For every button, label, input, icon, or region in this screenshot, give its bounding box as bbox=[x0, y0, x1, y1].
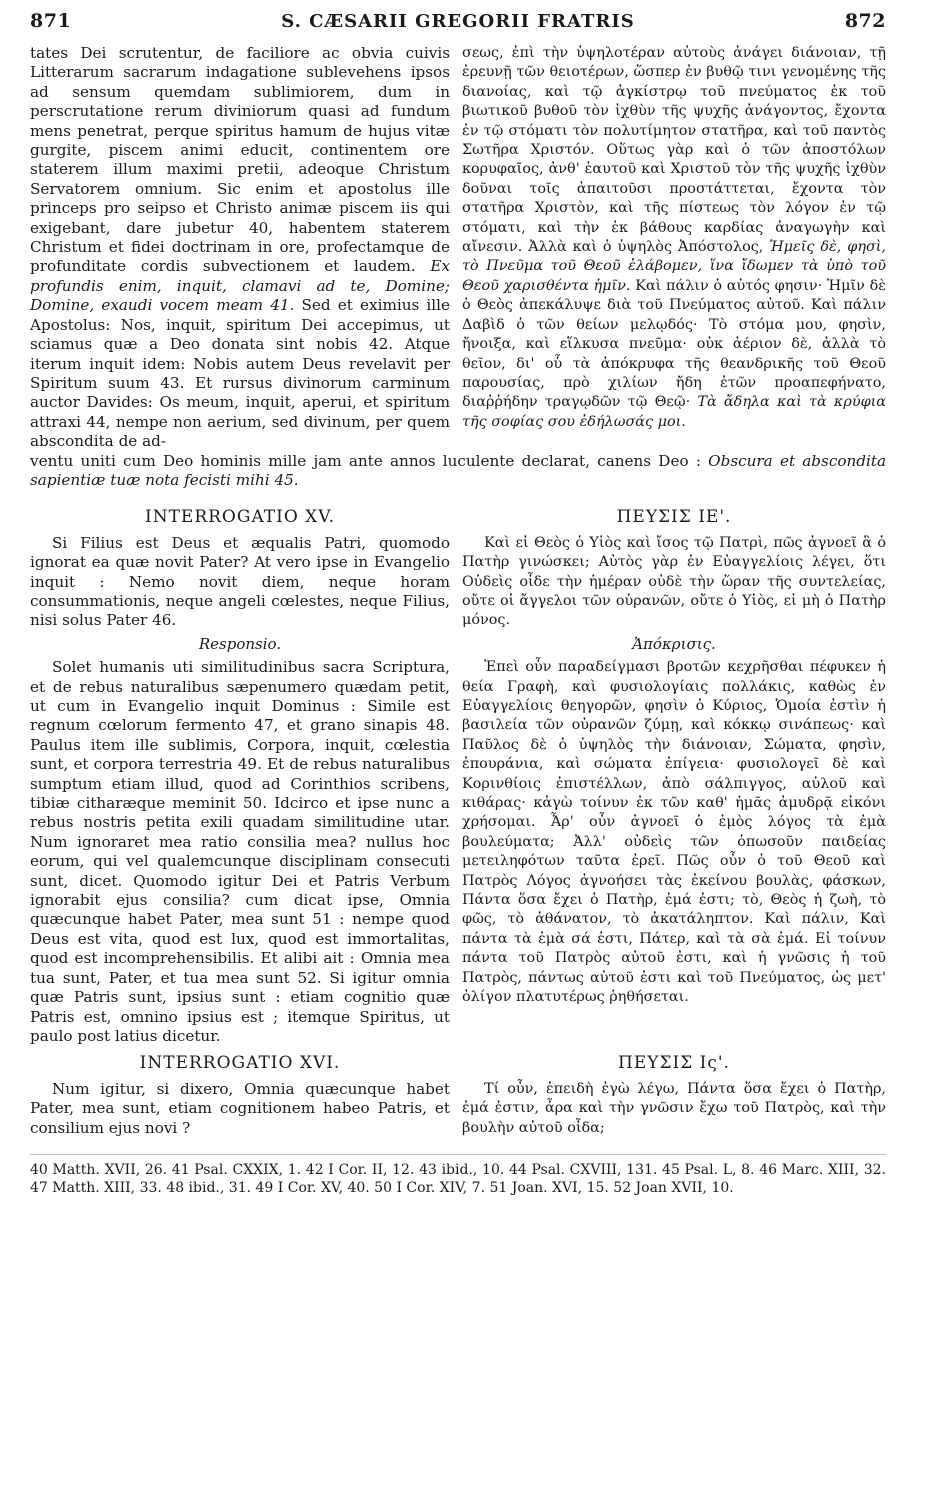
interrogatio-15-question: Si Filius est Deus et æqualis Patri, quomodo ignorat ea quæ novit Pater? At vero ipse in Evangelio inquit : Nemo novit diem, neque horam consummationis, neque angeli cœlestes, neque Filius, nisi solus Pater 46. bbox=[30, 533, 450, 630]
latin-paragraph bbox=[30, 44, 450, 452]
greek-column-16 bbox=[462, 1046, 886, 1138]
interrogatio-15 bbox=[30, 500, 886, 1046]
responsio-text: Solet humanis uti similitudinibus sacra Scriptura, et de rebus naturalibus sæpenumero quædam petit, ut cum in Evangelio inquit Dominus : Simile est regnum cœlorum fermento 47, et grano sinapis 48. Paulus item ille sublimis, Corpora, inquit, cœlestia sunt, et corpora terrestria 49. Et de rebus naturalibus sumptum etiam illud, quod ad Corinthios scribens, tibiæ citharæque meminit 50. Idcirco et ipse nunc a rebus nostris petita exili quadam similitudine utar. Num ignoraret mea ratio consilia mea? nullus hoc eorum, qui vel qualemcunque disciplinam consecuti sunt, dicet. Quomodo igitur Dei et Patris Verbum ignorabit ejus consilia? cum dicat ipse, Omnia quæcunque habet Pater, mea sunt 51 : nempe quod Deus est vita, quod est lux, quod est immortalitas, quod est incomprehensibilis. Et alibi ait : Omnia mea tua sunt, Pater, et tua mea sunt 52. Si igitur omnia quæ Patris sunt, ipsius sunt : etiam cognitio quæ Patris est, omnino ipsius est ; itemque Spiritus, ut paulo post latius dicetur. bbox=[30, 658, 450, 1045]
bridge-text: ventu uniti cum Deo hominis mille jam ante annos luculente declarat, canens Deo : bbox=[30, 451, 701, 470]
latin-text: Et rursus divinorum carminum auctor Davides: Os meum, inquit, aperui, et spiritum attraxi 44, nempe non aerium, sed divinum, per quem abscondita de ad- bbox=[30, 373, 450, 451]
top-columns bbox=[30, 44, 886, 452]
latin-column-top bbox=[30, 44, 450, 452]
greek-text: Καὶ πάλιν Δαβὶδ ὁ τῶν θείων μελῳδός· Τὸ στόμα μου, φησὶν, ἤνοιξα, καὶ εἵλκυσα πνεῦμα· οὐκ ἀέριον δὲ, ἀλλὰ τὸ θεῖον, δι' οὗ τὰ ἀπόκρυφα τῆς θεανδρικῆς τοῦ Θεοῦ παρουσίας, πρὸ χιλίων ἤδη ἐτῶν προαπεφήνατο, διαῤῥήδην τραγῳδῶν τῷ Θεῷ· bbox=[462, 297, 887, 411]
greek-text: Καὶ πάλιν ὁ αὐτός φησιν· Ἡμῖν δὲ ὁ Θεὸς ἀπεκάλυψε διὰ τοῦ Πνεύματος αὐτοῦ. bbox=[462, 277, 886, 314]
interrogatio-15-title: INTERROGATIO XV. bbox=[144, 507, 335, 528]
greek-quote: Τὰ ἄδηλα καὶ τὰ κρύφια τῆς σοφίας σου ἐδήλωσάς μοι. bbox=[462, 394, 887, 430]
greek-column-15 bbox=[462, 500, 886, 1046]
bridge-quote: Obscura et abscondita sapientiæ tuæ nota fecisti mihi 45. bbox=[30, 451, 886, 489]
latin-quote: Ex profundis enim, inquit, clamavi ad te, Domine; Domine, exaudi vocem meam 41. bbox=[30, 257, 451, 315]
peusis-15-title: ΠΕΥΣΙΣ ΙΕ'. bbox=[616, 507, 732, 528]
latin-text: Atque iterum inquit idem: Nobis autem Deus revelavit per Spiritum suum 43. bbox=[30, 335, 451, 392]
peusis-16-title: ΠΕΥΣΙΣ Ις'. bbox=[618, 1053, 730, 1074]
latin-column-16 bbox=[30, 1046, 450, 1138]
running-header bbox=[30, 10, 886, 44]
footnotes: 40 Matth. XVII, 26. 41 Psal. CXXIX, 1. 42 I Cor. II, 12. 43 ibid., 10. 44 Psal. CXVIII, 131. 45 Psal. L, 8. 46 Marc. XIII, 32. 47 Matth. XIII, 33. 48 ibid., 31. 49 I Cor. XV, 40. 50 I Cor. XIV, 7. 51 Joan. XVI, 15. 52 Joan XVII, 10. bbox=[30, 1154, 886, 1197]
latin-text: tates Dei scrutentur, de faciliore ac obvia cuivis Litterarum sacrarum indagatione sublevehens ipsos ad sensum quemdam sublimiorem, dum in perscrutatione rerum diviniorum quasi ad fundum mens penetrat, perque spiritus hamum de hujus vitæ gurgite, piscem animi educit, continentem ore staterem illum maximi pretii, adeoque Christum Servatorem omnium. Sic enim et apostolus ille princeps pro seipso et Christo animæ piscem iis qui exigebant, dare jubetur 40, habentem staterem Christum et fidei doctrinam in ore, profectamque de profunditate cordis subvectionem et laudem. bbox=[30, 44, 450, 276]
bridge-line bbox=[30, 452, 886, 491]
running-title: S. CÆSARII GREGORII FRATRIS bbox=[281, 11, 635, 32]
greek-quote: Ἡμεῖς δὲ, φησὶ, τὸ Πνεῦμα τοῦ Θεοῦ ἐλάβομεν, ἵνα ἴδωμεν τὰ ὑπὸ τοῦ Θεοῦ χαρισθέντα ἡμῖν. bbox=[462, 239, 887, 294]
interrogatio-16 bbox=[30, 1046, 886, 1138]
greek-column-top bbox=[462, 44, 886, 452]
interrogatio-16-title: INTERROGATIO XVI. bbox=[139, 1053, 341, 1074]
left-page-number: 871 bbox=[30, 10, 72, 32]
greek-paragraph bbox=[462, 44, 886, 432]
right-page-number: 872 bbox=[844, 10, 886, 32]
peusis-16-question: Τί οὖν, ἐπειδὴ ἐγὼ λέγω, Πάντα ὅσα ἔχει ὁ Πατὴρ, ἐμά ἐστιν, ἆρα καὶ τὴν γνῶσιν ἔχω τοῦ Πατρὸς, καὶ τὴν βουλὴν αὐτοῦ οἶδα; bbox=[462, 1080, 886, 1136]
interrogatio-16-question: Num igitur, si dixero, Omnia quæcunque habet Pater, mea sunt, etiam cognitionem habeo Patris, et consilium ejus novi ? bbox=[30, 1079, 450, 1137]
latin-text: Sed et eximius ille Apostolus: Nos, inquit, spiritum Dei accepimus, ut sciamus quæ a Deo donata sint nobis 42. bbox=[30, 296, 450, 354]
greek-text: σεως, ἐπὶ τὴν ὑψηλοτέραν αὐτοὺς ἀνάγει διάνοιαν, τῇ ἐρευνῇ τῶν θειοτέρων, ὥσπερ ἐν βυθῷ τινι γενομένης τῆς διανοίας, καὶ τῷ ἀγκίστρῳ τοῦ πνεύματος ἐκ τοῦ βιωτικοῦ βυθοῦ τὸν ἰχθὺν τῆς ψυχῆς ἀνάγοντος, ἔχοντα ἐν τῷ στόματι τὸν πολυτίμητον στατῆρα, καὶ τοῦ παντὸς Σωτῆρα Χριστόν. Οὕτως γὰρ καὶ ὁ τῶν ἀποστόλων κορυφαῖος, ἀνθ' ἑαυτοῦ καὶ Χριστοῦ τὸν τῆς ψυχῆς ἰχθὺν δοῦναι τοῖς ἀπαιτοῦσι προστάττεται, ἔχοντα τὸν στατῆρα Χριστὸν, καὶ τῆς πίστεως τὸν λόγον ἐν τῷ στόματι, καὶ τὴν ἐκ βάθους καρδίας ἀναγωγὴν καὶ αἴνεσιν. Ἀλλὰ καὶ ὁ ὑψηλὸς Ἀπόστολος, bbox=[462, 45, 886, 256]
latin-column-15 bbox=[30, 500, 450, 1046]
responsio-heading: Responsio. bbox=[198, 634, 282, 653]
peusis-15-question: Καὶ εἰ Θεὸς ὁ Υἱὸς καὶ ἴσος τῷ Πατρὶ, πῶς ἀγνοεῖ ἃ ὁ Πατὴρ γινώσκει; Αὐτὸς γὰρ ἐν Εὐαγγελίοις λέγει, ὅτι Οὐδεὶς οἶδε τὴν ἡμέραν οὐδὲ τὴν ὥραν τῆς συντελείας, οὔτε οἱ ἄγγελοι τῶν οὐρανῶν, οὔτε ὁ Υἱὸς, εἰ μὴ ὁ Πατὴρ μόνος. bbox=[462, 534, 886, 629]
apokrisis-heading: Ἀπόκρισις. bbox=[632, 634, 716, 653]
apokrisis-text: Ἐπεὶ οὖν παραδείγμασι βροτῶν κεχρῆσθαι πέφυκεν ἡ θεία Γραφὴ, καὶ φυσιολογίαις πολλάκις, καθὼς ἐν Εὐαγγελίοις θεηγορῶν, φησὶν ὁ Κύριος, Ὁμοία ἐστὶν ἡ βασιλεία τῶν οὐρανῶν ζύμῃ, καὶ κόκκῳ σινάπεως· καὶ Παῦλος δὲ ὁ ὑψηλὸς τὴν διάνοιαν, Σώματα, φησὶν, ἐπουράνια, καὶ σώματα ἐπίγεια· φυσιολογεῖ δὲ καὶ Κορινθίοις ἐπιστέλλων, ἀπὸ σάλπιγγος, αὐλοῦ καὶ κιθάρας· κἀγὼ τοίνυν ἐκ τῶν καθ' ἡμᾶς ἀμυδρᾷ εἰκόνι χρήσομαι. Ἆρ' οὖν ἀγνοεῖ ὁ ἐμὸς λόγος τὰ ἐμὰ βουλεύματα; Ἀλλ' οὐδεὶς τῶν ὁπωσοῦν παιδείας μετειληφότων ταῦτα ἐρεῖ. Πῶς οὖν ὁ τοῦ Θεοῦ καὶ Πατρὸς Λόγος ἀγνοήσει τὰς ἐκείνου βουλὰς, φάσκων, Πάντα ὅσα ἔχει ὁ Πατὴρ, ἐμά ἐστι; τὸ, Θεὸς ἡ ζωὴ, τὸ φῶς, τὸ ἀθάνατον, τὸ ἀκατάληπτον. Καὶ πάλιν, Καὶ πάντα τὰ ἐμὰ σά ἐστι, Πάτερ, καὶ τὰ σὰ ἐμά. Εἰ τοίνυν πάντα τοῦ Πατρὸς αὐτοῦ ἐστι, καὶ ἡ γνῶσις ἡ τοῦ Πατρὸς, πάντως αὐτοῦ ἐστι καὶ τοῦ Πνεύματος, ὡς μετ' ὀλίγον πλατυτέρως ῥηθήσεται. bbox=[462, 659, 886, 1006]
